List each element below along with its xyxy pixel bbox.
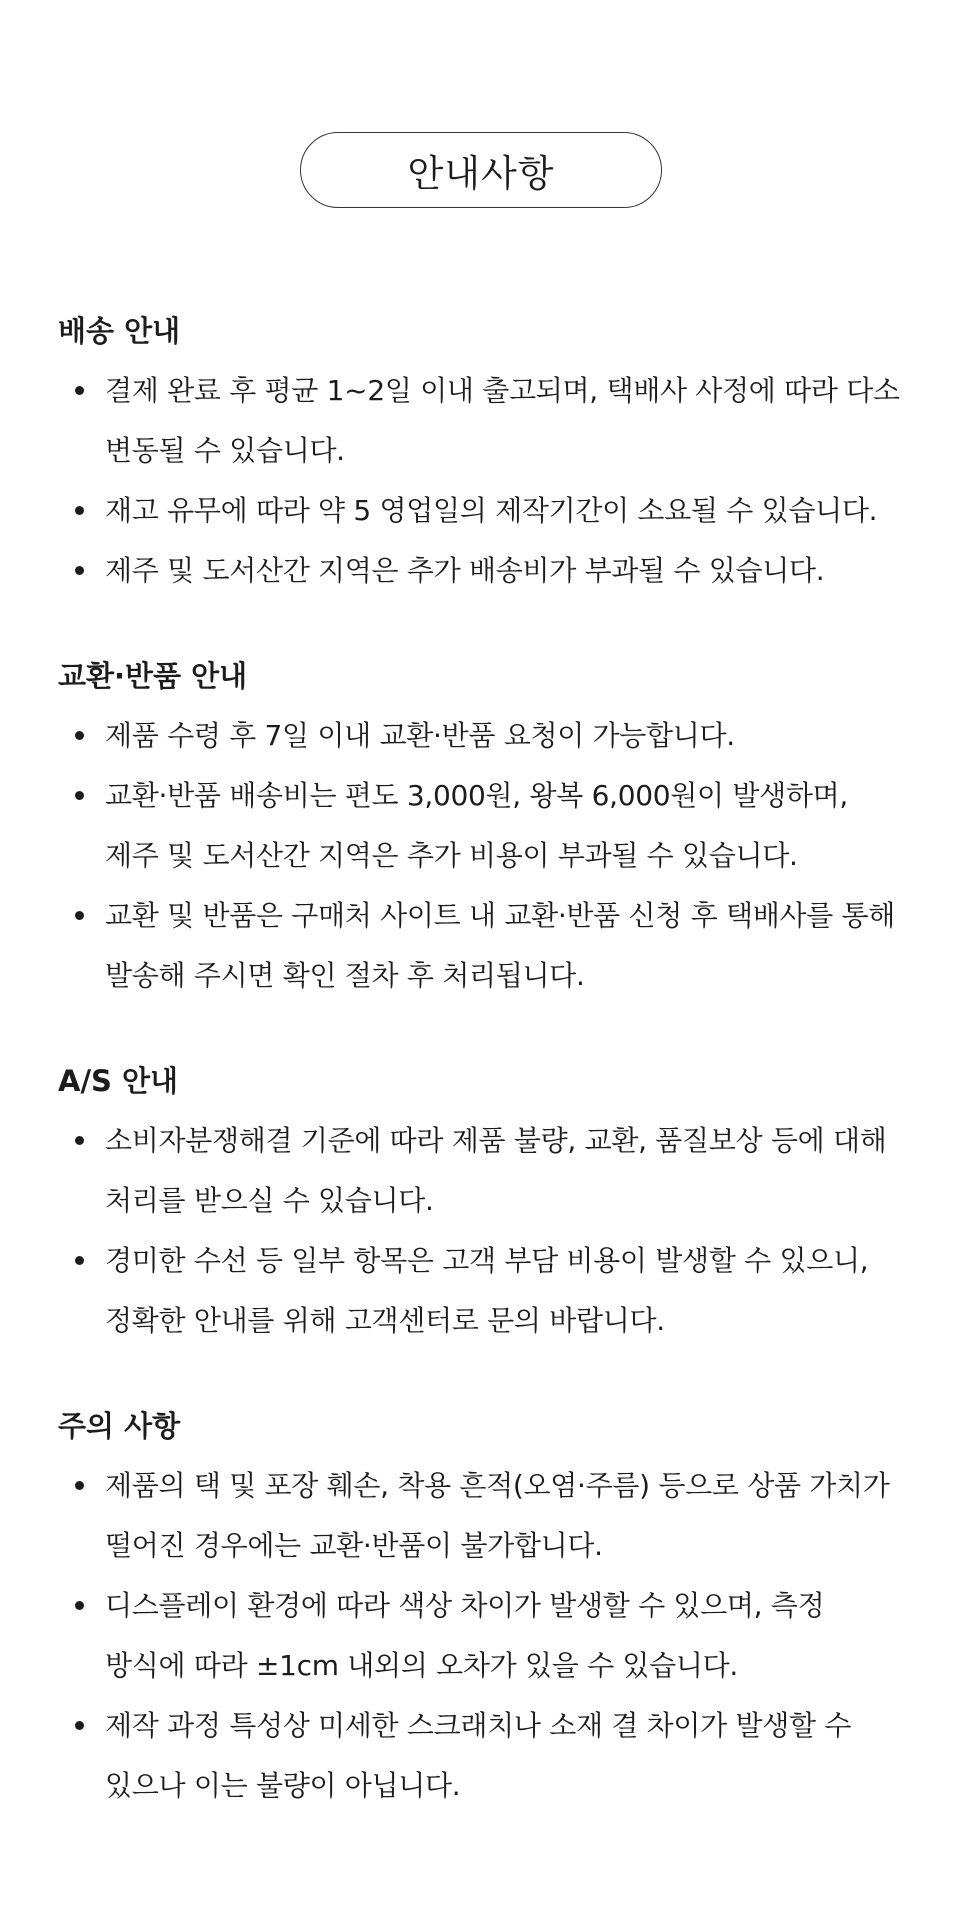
page-title: 안내사항 <box>300 132 662 208</box>
list-item: 결제 완료 후 평균 1~2일 이내 출고되며, 택배사 사정에 따라 다소 변동될 수 있습니다. <box>58 361 908 481</box>
list-item: 제작 과정 특성상 미세한 스크래치나 소재 결 차이가 발생할 수 있으나 이는 불량이 아닙니다. <box>58 1696 908 1816</box>
notice-content <box>58 301 908 1861</box>
section-cautions <box>58 1396 908 1816</box>
section-exchange-return <box>58 646 908 1006</box>
list-item: 재고 유무에 따라 약 5 영업일의 제작기간이 소요될 수 있습니다. <box>58 481 908 541</box>
list-item: 경미한 수선 등 일부 항목은 고객 부담 비용이 발생할 수 있으니, 정확한 안내를 위해 고객센터로 문의 바랍니다. <box>58 1231 908 1351</box>
list-item: 소비자분쟁해결 기준에 따라 제품 불량, 교환, 품질보상 등에 대해 처리를 받으실 수 있습니다. <box>58 1111 908 1231</box>
section-after-service <box>58 1051 908 1351</box>
section-list <box>58 1111 908 1351</box>
section-shipping <box>58 301 908 601</box>
section-heading: 교환·반품 안내 <box>58 659 248 693</box>
section-list <box>58 706 908 1006</box>
list-item: 제주 및 도서산간 지역은 추가 배송비가 부과될 수 있습니다. <box>58 541 908 601</box>
list-item: 교환 및 반품은 구매처 사이트 내 교환·반품 신청 후 택배사를 통해 발송해 주시면 확인 절차 후 처리됩니다. <box>58 886 908 1006</box>
list-item: 디스플레이 환경에 따라 색상 차이가 발생할 수 있으며, 측정 방식에 따라 ±1cm 내외의 오차가 있을 수 있습니다. <box>58 1576 908 1696</box>
section-heading: A/S 안내 <box>58 1064 179 1098</box>
section-heading: 배송 안내 <box>58 314 181 348</box>
section-list <box>58 361 908 601</box>
list-item: 제품의 택 및 포장 훼손, 착용 흔적(오염·주름) 등으로 상품 가치가 떨어진 경우에는 교환·반품이 불가합니다. <box>58 1456 908 1576</box>
section-heading: 주의 사항 <box>58 1409 181 1443</box>
list-item: 교환·반품 배송비는 편도 3,000원, 왕복 6,000원이 발생하며, 제주 및 도서산간 지역은 추가 비용이 부과될 수 있습니다. <box>58 766 908 886</box>
list-item: 제품 수령 후 7일 이내 교환·반품 요청이 가능합니다. <box>58 706 908 766</box>
section-list <box>58 1456 908 1816</box>
